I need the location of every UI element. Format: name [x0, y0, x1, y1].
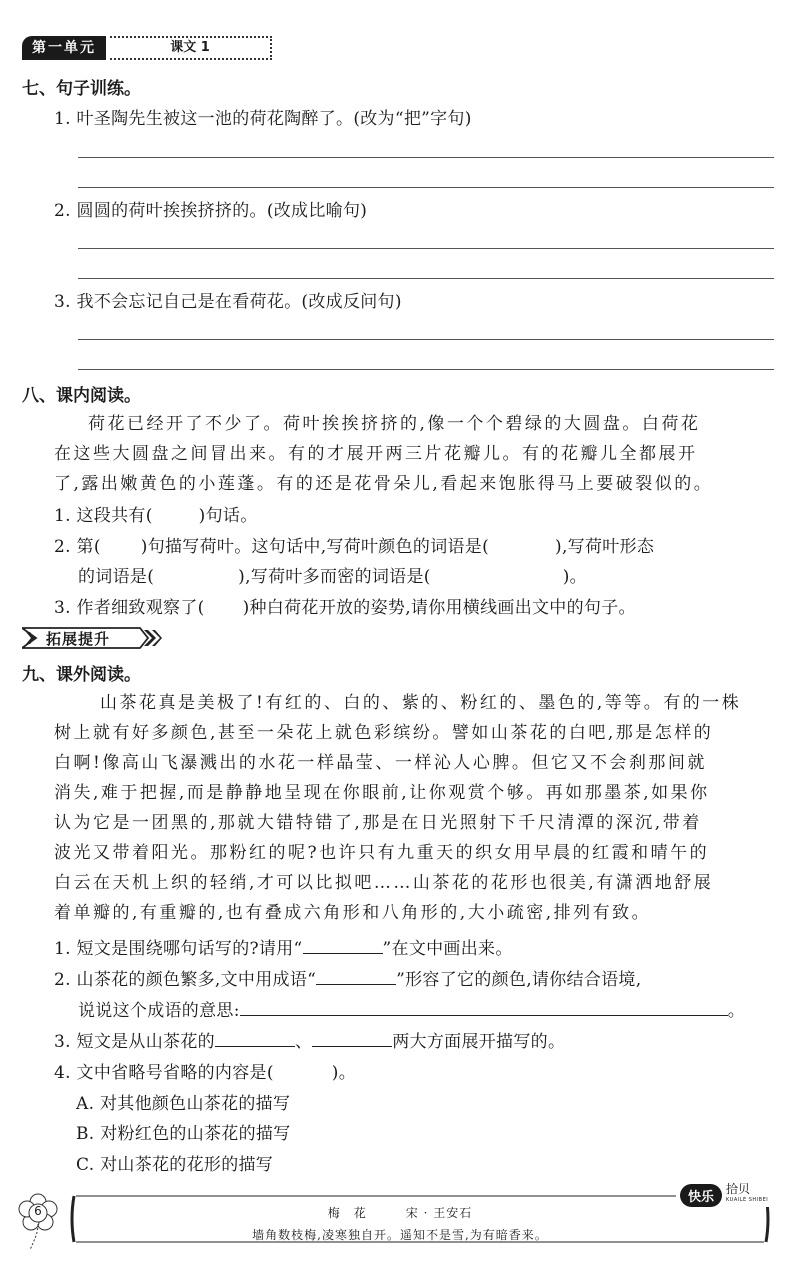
- sec9-question-4: [54, 1058, 356, 1083]
- q-text: 1. 这段共有(: [54, 506, 153, 526]
- answer-blank[interactable]: [303, 939, 383, 954]
- poem-title: 梅 花 宋 · 王安石: [327, 1206, 473, 1220]
- answer-line[interactable]: [78, 187, 774, 188]
- answer-blank[interactable]: [240, 1001, 728, 1016]
- q-text: )种白荷花开放的姿势,请你用横线画出文中的句子。: [242, 598, 636, 618]
- lesson-label: 课文 1: [110, 36, 272, 60]
- answer-blank[interactable]: [312, 1032, 392, 1047]
- passage-line: 树上就有好多颜色,甚至一朵花上就色彩缤纷。譬如山茶花的白吧,那是怎样的: [54, 723, 714, 743]
- q-text: ”形容了它的颜色,请你结合语境,: [396, 970, 642, 990]
- section-8-title: 八、课内阅读。: [22, 386, 141, 406]
- q-text: ”在文中画出来。: [382, 939, 513, 959]
- sec8-question-2: [54, 532, 654, 557]
- q-text: )句话。: [198, 506, 258, 526]
- q-text: 两大方面展开描写的。: [392, 1032, 566, 1052]
- page-header: [22, 36, 272, 60]
- q-text: 的词语是(: [78, 567, 155, 587]
- q-text: 、: [294, 1032, 313, 1052]
- answer-line[interactable]: [78, 157, 774, 158]
- passage-line: 山茶花真是美极了!有红的、白的、紫的、粉红的、墨色的,等等。有的一株: [100, 693, 742, 713]
- brand-logo: [676, 1183, 772, 1207]
- page-number-flower-icon: [14, 1192, 64, 1252]
- passage-line: 了,露出嫩黄色的小莲蓬。有的还是花骨朵儿,看起来饱胀得马上要破裂似的。: [54, 474, 714, 494]
- sec9-question-2-cont: [78, 996, 745, 1021]
- answer-line[interactable]: [78, 339, 774, 340]
- section-7-title: 七、句子训练。: [22, 79, 141, 99]
- option-a[interactable]: A. 对其他颜色山茶花的描写: [76, 1094, 291, 1114]
- q-text: )。: [331, 1063, 356, 1083]
- answer-line[interactable]: [78, 278, 774, 279]
- q-text: 2. 第(: [54, 537, 101, 557]
- passage-line: 认为它是一团黑的,那就大错特错了,那是在日光照射下千尺清潭的深沉,带着: [54, 813, 702, 833]
- q-text: 说说这个成语的意思:: [78, 1001, 240, 1021]
- banner-text: 拓展提升: [46, 630, 111, 648]
- answer-blank[interactable]: [316, 970, 396, 985]
- passage-line: 荷花已经开了不少了。荷叶挨挨挤挤的,像一个个碧绿的大圆盘。白荷花: [88, 414, 701, 434]
- sec9-question-1: [54, 934, 513, 959]
- q-text: 2. 山茶花的颜色繁多,文中用成语“: [54, 970, 317, 990]
- passage-line: 着单瓣的,有重瓣的,也有叠成六角形和八角形的,大小疏密,排列有致。: [54, 903, 652, 923]
- sec7-question-1: 1. 叶圣陶先生被这一池的荷花陶醉了。(改为“把”字句): [54, 109, 472, 129]
- sec7-question-3: 3. 我不会忘记自己是在看荷花。(改成反问句): [54, 292, 402, 312]
- sec9-question-3: [54, 1027, 565, 1052]
- q-text: 4. 文中省略号省略的内容是(: [54, 1063, 274, 1083]
- answer-line[interactable]: [78, 248, 774, 249]
- logo-side-text: 拾贝: [726, 1182, 751, 1196]
- q-text: )句描写荷叶。这句话中,写荷叶颜色的词语是(: [140, 537, 490, 557]
- answer-line[interactable]: [78, 369, 774, 370]
- logo-main-text: 快乐: [680, 1184, 722, 1207]
- q-text: ),写荷叶多而密的词语是(: [238, 567, 431, 587]
- passage-line: 波光又带着阳光。那粉红的呢?也许只有九重天的织女用早晨的红霞和晴午的: [54, 843, 710, 863]
- sec7-question-2: 2. 圆圆的荷叶挨挨挤挤的。(改成比喻句): [54, 201, 368, 221]
- q-text: 3. 作者细致观察了(: [54, 598, 205, 618]
- sec8-question-3: [54, 593, 636, 618]
- passage-line: 白啊!像高山飞瀑溅出的水花一样晶莹、一样沁人心脾。但它又不会刹那间就: [54, 753, 707, 773]
- option-c[interactable]: C. 对山茶花的花形的描写: [76, 1155, 274, 1175]
- passage-line: 消失,难于把握,而是静静地呈现在你眼前,让你观赏个够。再如那墨茶,如果你: [54, 783, 710, 803]
- q-text: 3. 短文是从山茶花的: [54, 1032, 215, 1052]
- unit-label: 第一单元: [22, 36, 106, 60]
- sec8-question-1: [54, 501, 258, 526]
- passage-line: 白云在天机上织的轻绡,才可以比拟吧……山茶花的花形也很美,有潇洒地舒展: [54, 873, 714, 893]
- logo-sub-text: KUAILE SHIBEI: [726, 1197, 769, 1203]
- page-number: 6: [34, 1204, 42, 1218]
- answer-blank[interactable]: [215, 1032, 295, 1047]
- q-text: ),写荷叶形态: [555, 537, 655, 557]
- extension-banner: [22, 624, 162, 652]
- poem-text: 墙角数枝梅,凌寒独自开。遥知不是雪,为有暗香来。: [252, 1228, 548, 1242]
- q-text: )。: [562, 567, 587, 587]
- section-9-title: 九、课外阅读。: [22, 665, 141, 685]
- q-text: 1. 短文是围绕哪句话写的?请用“: [54, 939, 303, 959]
- option-b[interactable]: B. 对粉红色的山茶花的描写: [76, 1124, 291, 1144]
- passage-line: 在这些大圆盘之间冒出来。有的才展开两三片花瓣儿。有的花瓣儿全都展开: [54, 444, 698, 464]
- logo-side: [726, 1184, 768, 1206]
- q-text: 。: [727, 1001, 746, 1021]
- sec9-question-2: [54, 965, 641, 990]
- sec8-question-2-cont: [78, 562, 587, 587]
